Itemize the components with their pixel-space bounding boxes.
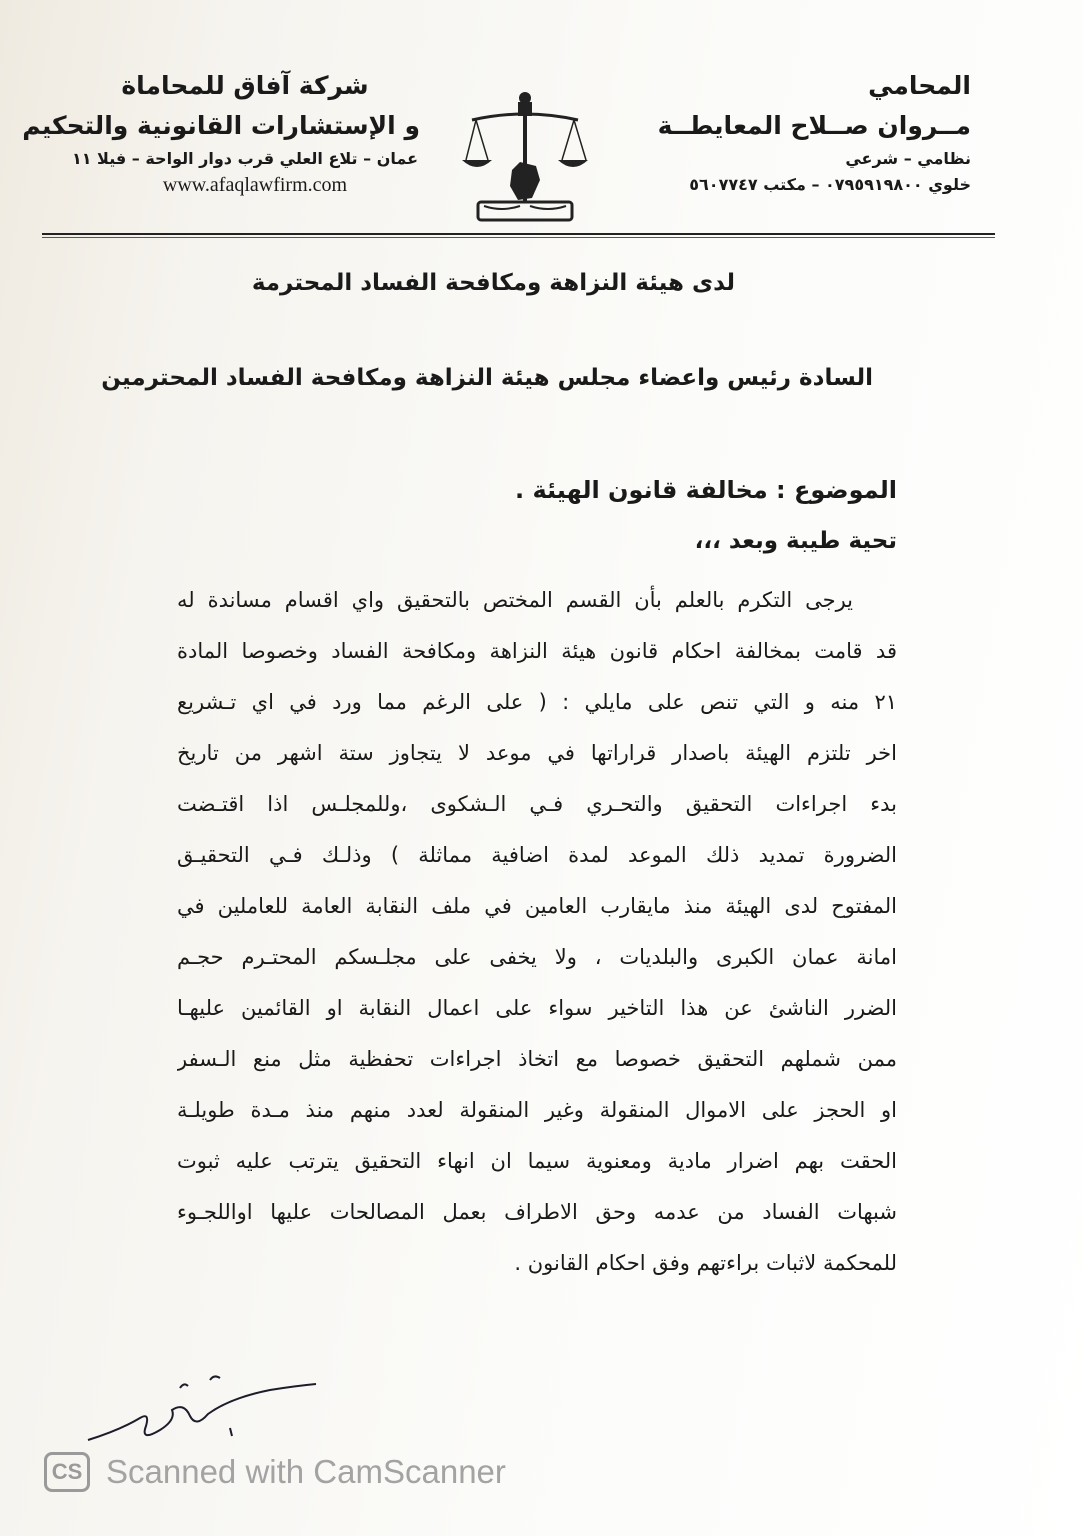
subject-line: الموضوع : مخالفة قانون الهيئة . [514,476,897,504]
signature-icon [80,1370,330,1460]
body-line: امانة عمان الكبرى والبلديات ، ولا يخفى على مجلـسكم المحتـرم حجـم [177,945,897,969]
camscanner-watermark: Scanned with CamScanner [106,1453,506,1490]
lawyer-title: المحامي [868,71,971,100]
lawyer-header [651,66,971,198]
lawyer-phones: خلوي ٠٧٩٥٩١٩٨٠٠ – مكتب ٥٦٠٧٧٤٧ [689,175,971,194]
addressee: لدى هيئة النزاهة ومكافحة الفساد المحترمة [251,270,735,296]
body-line: الحقت بهم اضرار مادية ومعنوية سيما ان انهاء التحقيق يترتب عليه ثبوت [177,1149,897,1173]
body-line: ٢١ منه و التي تنص على مايلي : ( على الرغم مما ورد في اي تـشريع [177,690,897,714]
body-line: او الحجز على الاموال المنقولة وغير المنقولة لعدد منهم منذ مـدة طويلـة [177,1098,897,1122]
body-line: ممن شملهم التحقيق خصوصا مع اتخاذ اجراءات تحفظية مثل منع الـسفر [177,1047,897,1071]
firm-address: عمان – تلاع العلي قرب دوار الواحة – فيلا ١١ [71,149,419,168]
header-divider-thin [42,237,995,238]
body-line: المفتوح لدى الهيئة منذ مايقارب العامين في ملف النقابة العامة للعاملين في [177,894,897,918]
scales-of-justice-icon [462,90,588,230]
firm-name: شركة آفاق للمحاماة [121,71,369,100]
firm-services: و الإستشارات القانونية والتحكيم [22,111,420,140]
body-line: يرجى التكرم بالعلم بأن القسم المختص بالتحقيق واي اقسام مساندة له [177,588,853,612]
body-line: الضرر الناشئ عن هذا التاخير سواء على اعمال النقابة او القائمين عليهـا [177,996,897,1020]
greeting: تحية طيبة وبعد ،،، [694,528,897,554]
body-line: شبهات الفساد من عدمه وحق الاطراف بعمل المصالحات عليها اواللجـوء [177,1200,897,1224]
body-line: بدء اجراءات التحقيق والتحـري فـي الـشكوى ،وللمجلـس اذا اقتـضت [177,792,897,816]
body-line: الضرورة تمديد ذلك الموعد لمدة اضافية مماثلة ) وذلـك فـي التحقيـق [177,843,897,867]
salutation: السادة رئيس واعضاء مجلس هيئة النزاهة ومكافحة الفساد المحترمين [101,365,873,391]
body-line: قد قامت بمخالفة احكام قانون هيئة النزاهة ومكافحة الفساد وخصوصا المادة [177,639,897,663]
letter-body [177,575,897,1289]
body-line: للمحكمة لاثبات براءتهم وفق احكام القانون . [514,1251,897,1275]
body-line: اخر تلتزم الهيئة باصدار قراراتها في موعد لا يتجاوز ستة اشهر من تاريخ [177,741,897,765]
firm-website-link[interactable]: www.afaqlawfirm.com [162,174,348,196]
firm-header [22,66,420,198]
lawyer-specialty: نظامي – شرعي [845,149,971,168]
lawyer-name: مــروان صــلاح المعايطــة [657,111,971,140]
camscanner-logo: CS [44,1452,90,1492]
header-divider [42,233,995,235]
